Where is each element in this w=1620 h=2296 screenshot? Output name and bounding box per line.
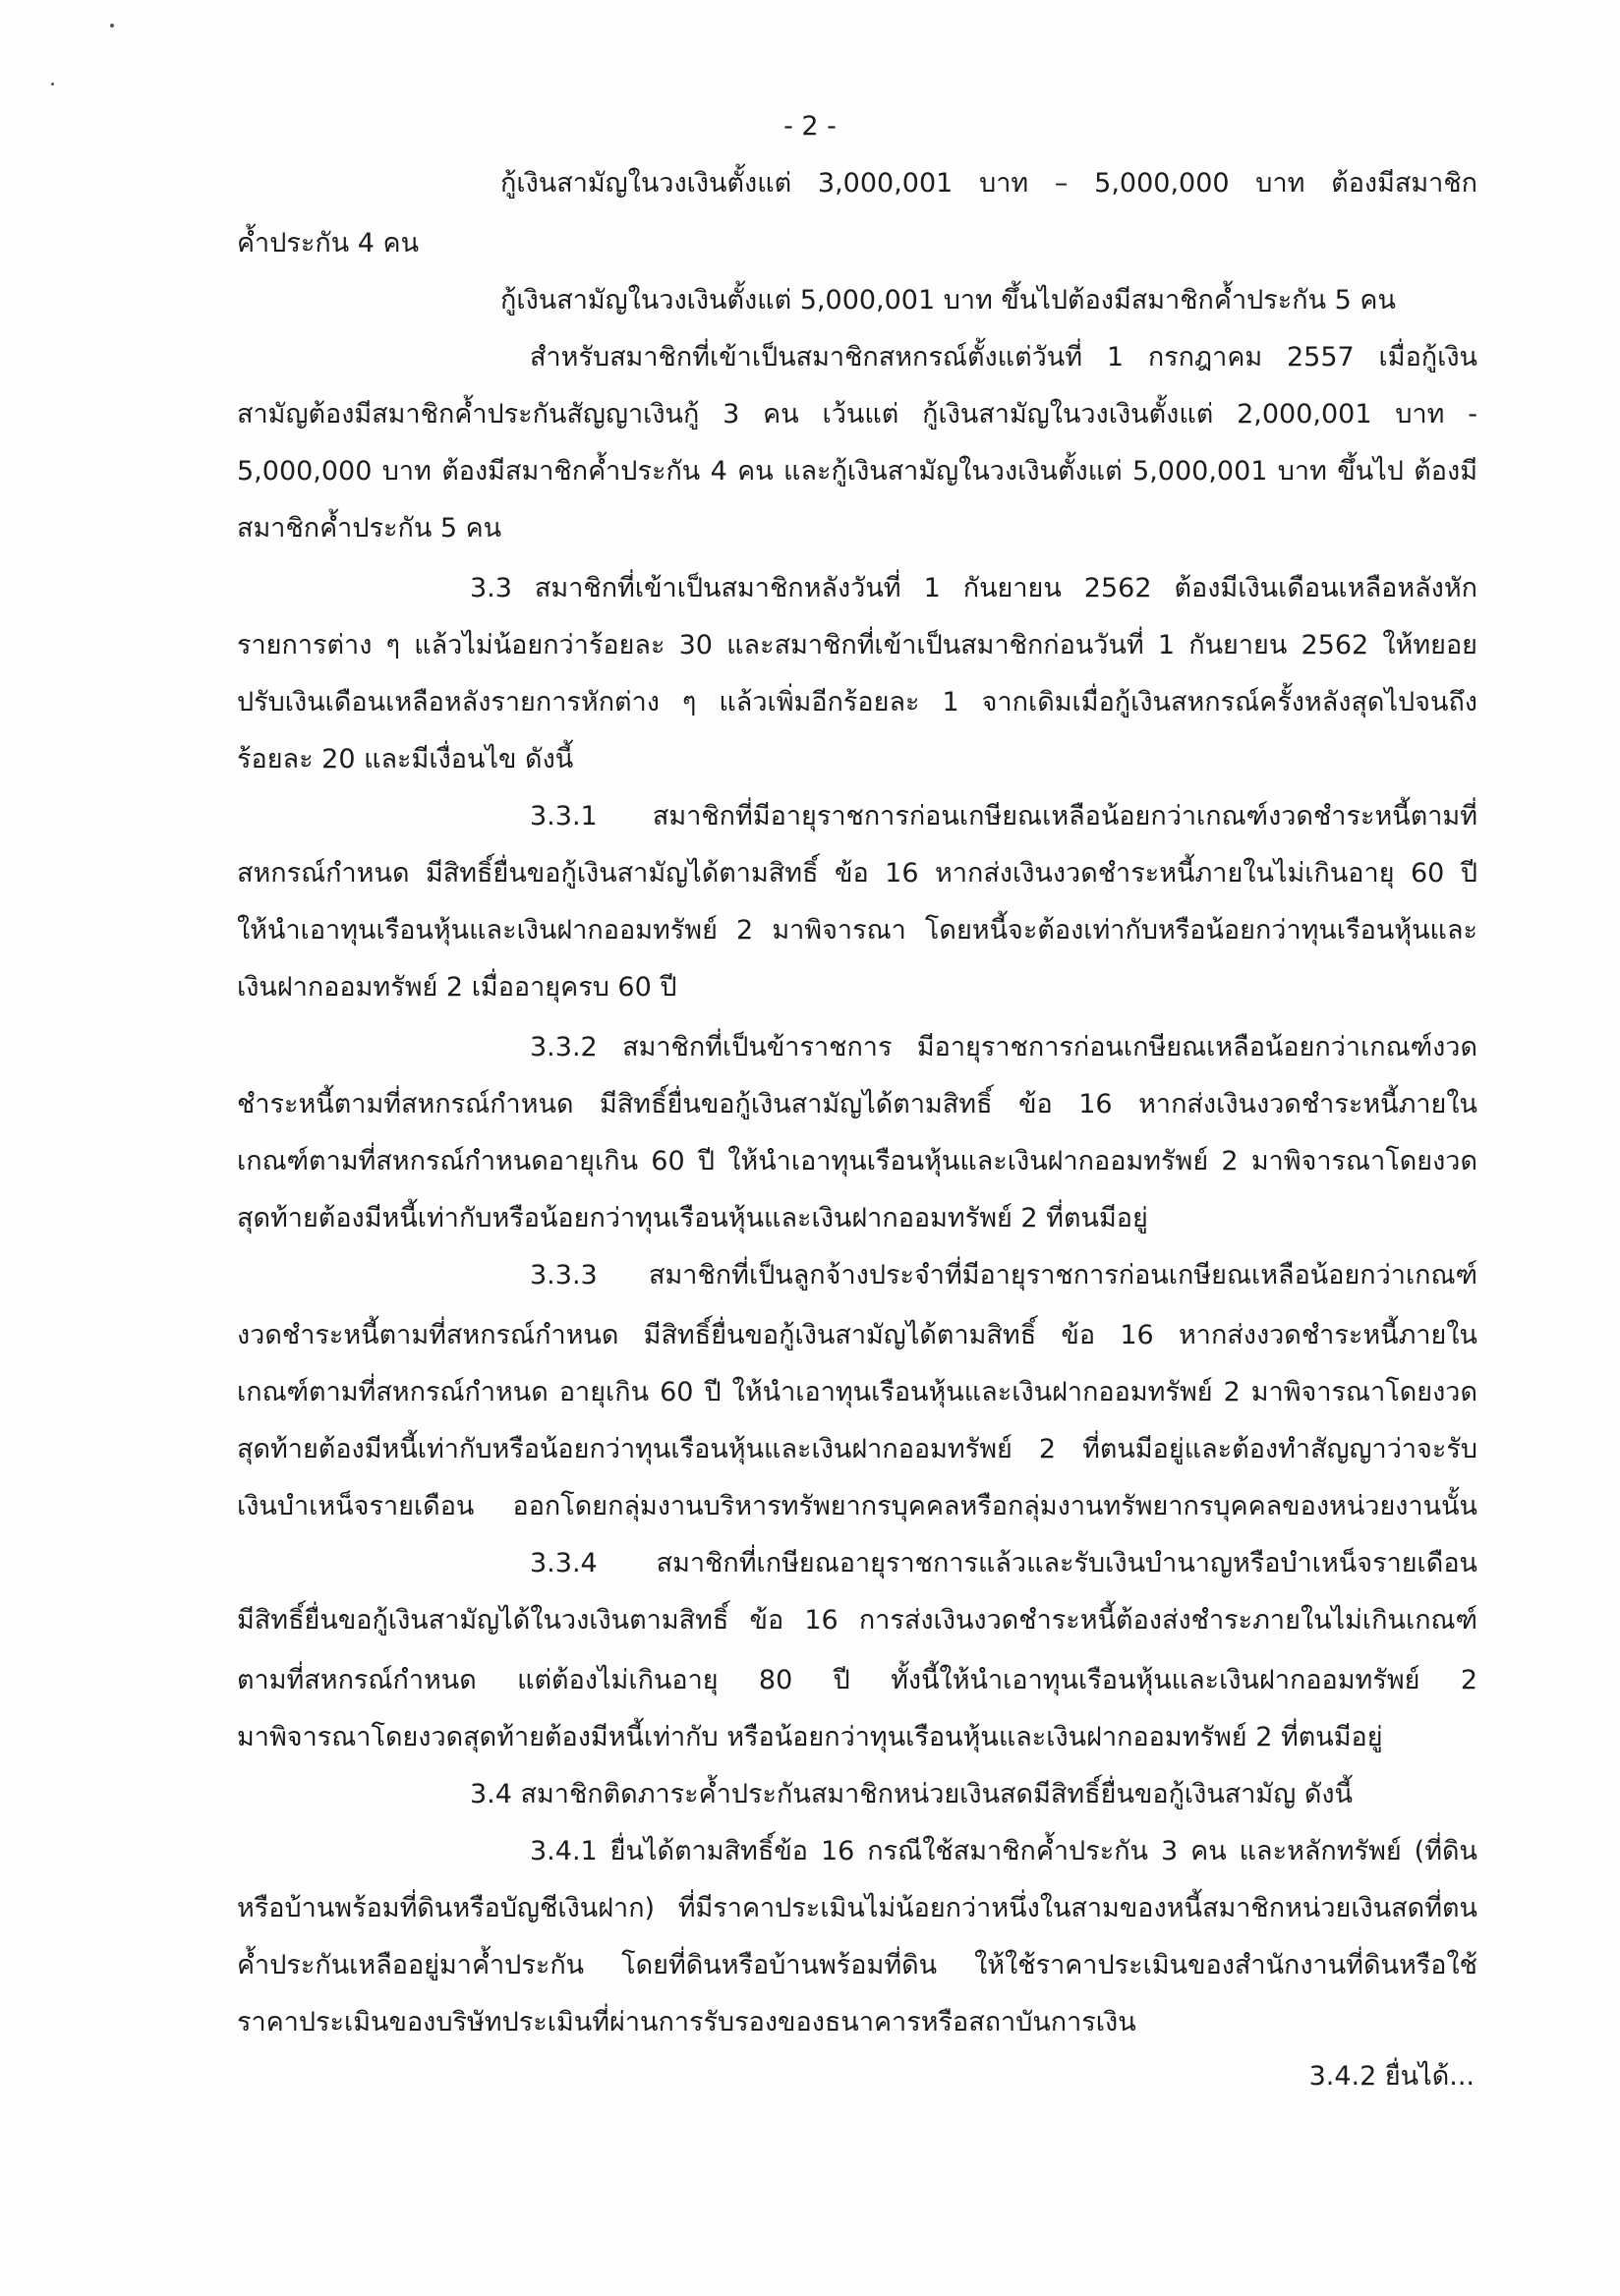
paragraph-line: เกณฑ์ตามที่สหกรณ์กำหนด อายุเกิน 60 ปี ให้นำเอาทุนเรือนหุ้นและเงินฝากออมทรัพย์ 2 มาพิจารณาโดยงวด	[237, 1377, 1477, 1407]
paragraph-line: 5,000,000 บาท ต้องมีสมาชิกค้ำประกัน 4 คน และกู้เงินสามัญในวงเงินตั้งแต่ 5,000,001 บาท ขึ้นไป ต้องมี	[237, 456, 1477, 487]
paragraph-line: 3.4.1 ยื่นได้ตามสิทธิ์ข้อ 16 กรณีใช้สมาชิกค้ำประกัน 3 คน และหลักทรัพย์ (ที่ดิน	[530, 1836, 1477, 1866]
continuation-marker: 3.4.2 ยื่นได้...	[1308, 2061, 1475, 2092]
paragraph-line: เงินฝากออมทรัพย์ 2 เมื่ออายุครบ 60 ปี	[237, 972, 677, 1003]
paragraph-line: 3.3.2 สมาชิกที่เป็นข้าราชการ มีอายุราชการก่อนเกษียณเหลือน้อยกว่าเกณฑ์งวด	[530, 1032, 1477, 1062]
paragraph-line: 3.3.4 สมาชิกที่เกษียณอายุราชการแล้วและรับเงินบำนาญหรือบำเหน็จรายเดือน	[530, 1548, 1477, 1578]
scan-speck	[51, 83, 54, 86]
paragraph-line: ร้อยละ 20 และมีเงื่อนไข ดังนี้	[237, 744, 574, 775]
paragraph-line: รายการต่าง ๆ แล้วไม่น้อยกว่าร้อยละ 30 และสมาชิกที่เข้าเป็นสมาชิกก่อนวันที่ 1 กันยายน 2562 ให้ทยอย	[237, 630, 1477, 660]
page-number: - 2 -	[783, 111, 837, 142]
paragraph-line: หรือบ้านพร้อมที่ดินหรือบัญชีเงินฝาก) ที่มีราคาประเมินไม่น้อยกว่าหนึ่งในสามของหนี้สมาชิกหน่วยเงินสดที่ตน	[237, 1893, 1477, 1923]
paragraph-line: กู้เงินสามัญในวงเงินตั้งแต่ 5,000,001 บาท ขึ้นไปต้องมีสมาชิกค้ำประกัน 5 คน	[500, 285, 1396, 316]
paragraph-line: สมาชิกค้ำประกัน 5 คน	[237, 513, 502, 544]
paragraph-line: ชำระหนี้ตามที่สหกรณ์กำหนด มีสิทธิ์ยื่นขอกู้เงินสามัญได้ตามสิทธิ์ ข้อ 16 หากส่งเงินงวดชำระหนี้ภายใน	[237, 1089, 1477, 1119]
paragraph-line: ให้นำเอาทุนเรือนหุ้นและเงินฝากออมทรัพย์ 2 มาพิจารณา โดยหนี้จะต้องเท่ากับหรือน้อยกว่าทุนเรือนหุ้นและ	[237, 915, 1477, 946]
paragraph-line: 3.4 สมาชิกติดภาระค้ำประกันสมาชิกหน่วยเงินสดมีสิทธิ์ยื่นขอกู้เงินสามัญ ดังนี้	[470, 1779, 1353, 1809]
paragraph-line: ค้ำประกันเหลืออยู่มาค้ำประกัน โดยที่ดินหรือบ้านพร้อมที่ดิน ให้ใช้ราคาประเมินของสำนักงานที่ดินหรือใช้	[237, 1950, 1477, 1980]
paragraph-line: สหกรณ์กำหนด มีสิทธิ์ยื่นขอกู้เงินสามัญได้ตามสิทธิ์ ข้อ 16 หากส่งเงินงวดชำระหนี้ภายในไม่เกินอายุ 60 ปี	[237, 858, 1477, 889]
paragraph-line: เกณฑ์ตามที่สหกรณ์กำหนดอายุเกิน 60 ปี ให้นำเอาทุนเรือนหุ้นและเงินฝากออมทรัพย์ 2 มาพิจารณาโดยงวด	[237, 1146, 1477, 1177]
paragraph-line: ปรับเงินเดือนเหลือหลังรายการหักต่าง ๆ แล้วเพิ่มอีกร้อยละ 1 จากเดิมเมื่อกู้เงินสหกรณ์ครั้งหลังสุดไปจนถึง	[237, 687, 1477, 718]
paragraph-line: สามัญต้องมีสมาชิกค้ำประกันสัญญาเงินกู้ 3 คน เว้นแต่ กู้เงินสามัญในวงเงินตั้งแต่ 2,000,001 บาท -	[237, 399, 1477, 430]
paragraph-line: 3.3.1 สมาชิกที่มีอายุราชการก่อนเกษียณเหลือน้อยกว่าเกณฑ์งวดชำระหนี้ตามที่	[530, 801, 1477, 832]
paragraph-line: 3.3 สมาชิกที่เข้าเป็นสมาชิกหลังวันที่ 1 กันยายน 2562 ต้องมีเงินเดือนเหลือหลังหัก	[470, 573, 1477, 603]
paragraph-line: มาพิจารณาโดยงวดสุดท้ายต้องมีหนี้เท่ากับ หรือน้อยกว่าทุนเรือนหุ้นและเงินฝากออมทรัพย์ 2 ที่ตนมีอยู่	[237, 1722, 1383, 1752]
paragraph-line: ราคาประเมินของบริษัทประเมินที่ผ่านการรับรองของธนาคารหรือสถาบันการเงิน	[237, 2007, 1136, 2038]
paragraph-line: เงินบำเหน็จรายเดือน ออกโดยกลุ่มงานบริหารทรัพยากรบุคคลหรือกลุ่มงานทรัพยากรบุคคลของหน่วยงานนั้น	[237, 1491, 1477, 1521]
paragraph-line: สำหรับสมาชิกที่เข้าเป็นสมาชิกสหกรณ์ตั้งแต่วันที่ 1 กรกฎาคม 2557 เมื่อกู้เงิน	[530, 342, 1477, 373]
paragraph-line: ตามที่สหกรณ์กำหนด แต่ต้องไม่เกินอายุ 80 ปี ทั้งนี้ให้นำเอาทุนเรือนหุ้นและเงินฝากออมทรัพย์ 2	[237, 1665, 1477, 1695]
paragraph-line: มีสิทธิ์ยื่นขอกู้เงินสามัญได้ในวงเงินตามสิทธิ์ ข้อ 16 การส่งเงินงวดชำระหนี้ต้องส่งชำระภายในไม่เกินเกณฑ์	[237, 1605, 1477, 1636]
paragraph-line: กู้เงินสามัญในวงเงินตั้งแต่ 3,000,001 บาท – 5,000,000 บาท ต้องมีสมาชิก	[500, 168, 1477, 199]
scan-speck	[110, 24, 114, 28]
paragraph-line: ค้ำประกัน 4 คน	[237, 228, 420, 258]
paragraph-line: 3.3.3 สมาชิกที่เป็นลูกจ้างประจำที่มีอายุราชการก่อนเกษียณเหลือน้อยกว่าเกณฑ์	[530, 1260, 1477, 1291]
paragraph-line: สุดท้ายต้องมีหนี้เท่ากับหรือน้อยกว่าทุนเรือนหุ้นและเงินฝากออมทรัพย์ 2 ที่ตนมีอยู่และต้องทำสัญญาว่าจะรับ	[237, 1434, 1477, 1464]
paragraph-line: สุดท้ายต้องมีหนี้เท่ากับหรือน้อยกว่าทุนเรือนหุ้นและเงินฝากออมทรัพย์ 2 ที่ตนมีอยู่	[237, 1203, 1148, 1234]
paragraph-line: งวดชำระหนี้ตามที่สหกรณ์กำหนด มีสิทธิ์ยื่นขอกู้เงินสามัญได้ตามสิทธิ์ ข้อ 16 หากส่งงวดชำระหนี้ภายใน	[237, 1320, 1477, 1350]
